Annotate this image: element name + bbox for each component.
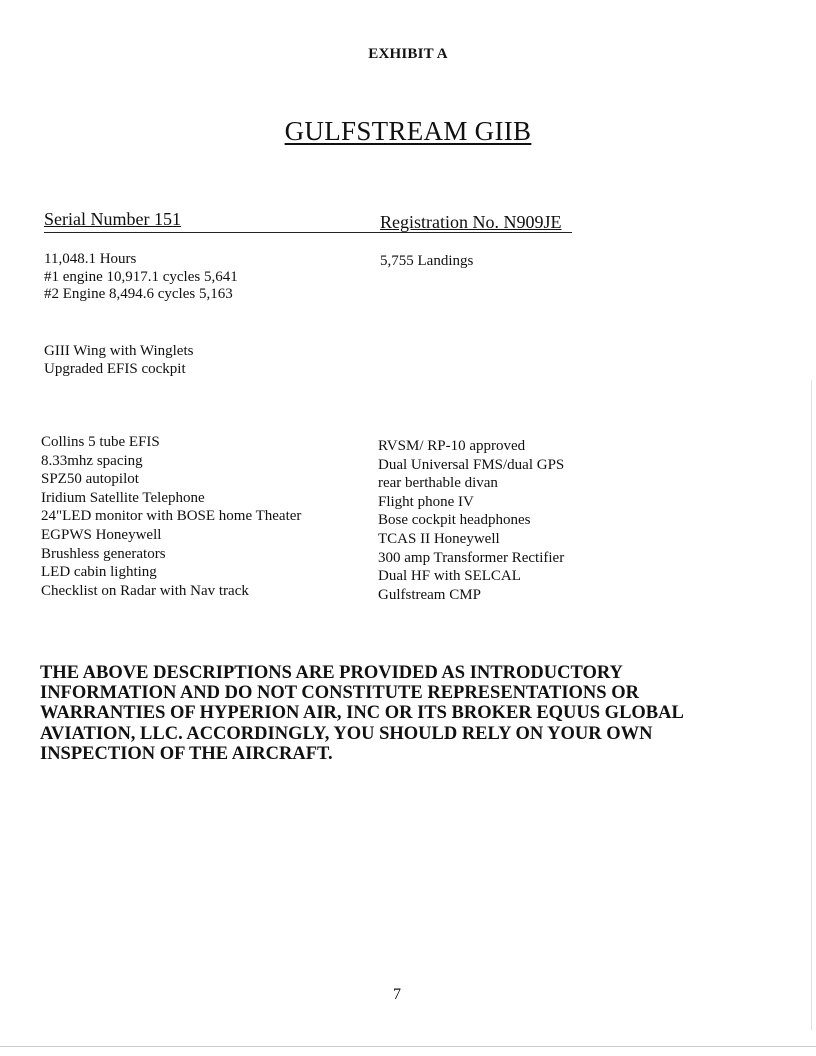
list-item: GIII Wing with Winglets: [44, 343, 194, 359]
list-item: Dual Universal FMS/dual GPS: [378, 456, 565, 473]
list-item: rear berthable divan: [378, 475, 498, 492]
list-item: Iridium Satellite Telephone: [41, 489, 205, 506]
list-item: 24"LED monitor with BOSE home Theater: [41, 508, 302, 525]
list-item: LED cabin lighting: [41, 564, 157, 581]
page-title: GULFSTREAM GIIB: [284, 116, 532, 146]
disclaimer-line: WARRANTIES OF HYPERION AIR, INC OR ITS BROKER EQUUS GLOBAL: [40, 703, 684, 724]
list-item: EGPWS Honeywell: [41, 526, 162, 543]
total-hours: 11,048.1 Hours: [44, 251, 137, 267]
disclaimer-line: INSPECTION OF THE AIRCRAFT.: [40, 743, 333, 764]
list-item: SPZ50 autopilot: [41, 471, 139, 488]
exhibit-heading: EXHIBIT A: [368, 46, 448, 62]
list-item: Gulfstream CMP: [378, 586, 481, 603]
times-block: [44, 251, 238, 304]
page-number: 7: [393, 986, 401, 1003]
header-rule: [44, 232, 572, 233]
landings: 5,755 Landings: [380, 253, 474, 269]
upgrades-block: [44, 343, 193, 378]
list-item: Brushless generators: [41, 545, 166, 562]
equipment-left-list: [41, 433, 301, 600]
list-item: TCAS II Honeywell: [378, 530, 500, 547]
list-item: Dual HF with SELCAL: [378, 568, 521, 585]
engine-2-times: #2 Engine 8,494.6 cycles 5,163: [44, 286, 233, 302]
list-item: Bose cockpit headphones: [378, 512, 531, 529]
list-item: Flight phone IV: [378, 493, 474, 510]
list-item: 300 amp Transformer Rectifier: [378, 549, 565, 566]
disclaimer-line: AVIATION, LLC. ACCORDINGLY, YOU SHOULD RELY ON YOUR OWN: [40, 723, 653, 744]
list-item: Upgraded EFIS cockpit: [44, 360, 186, 377]
page-right-edge: [811, 380, 812, 1030]
page-bottom-edge: [0, 1046, 816, 1047]
serial-number: Serial Number 151: [44, 209, 181, 229]
disclaimer-line: THE ABOVE DESCRIPTIONS ARE PROVIDED AS INTRODUCTORY: [40, 663, 623, 683]
list-item: 8.33mhz spacing: [41, 452, 143, 469]
list-item: Checklist on Radar with Nav track: [41, 582, 249, 599]
disclaimer: [40, 663, 740, 764]
list-item: RVSM/ RP-10 approved: [378, 438, 526, 454]
registration-number: Registration No. N909JE: [380, 212, 562, 232]
engine-1-times: #1 engine 10,917.1 cycles 5,641: [44, 268, 238, 285]
list-item: Collins 5 tube EFIS: [41, 434, 160, 450]
disclaimer-line: INFORMATION AND DO NOT CONSTITUTE REPRESENTATIONS OR: [40, 683, 639, 704]
equipment-right-list: [378, 437, 564, 604]
